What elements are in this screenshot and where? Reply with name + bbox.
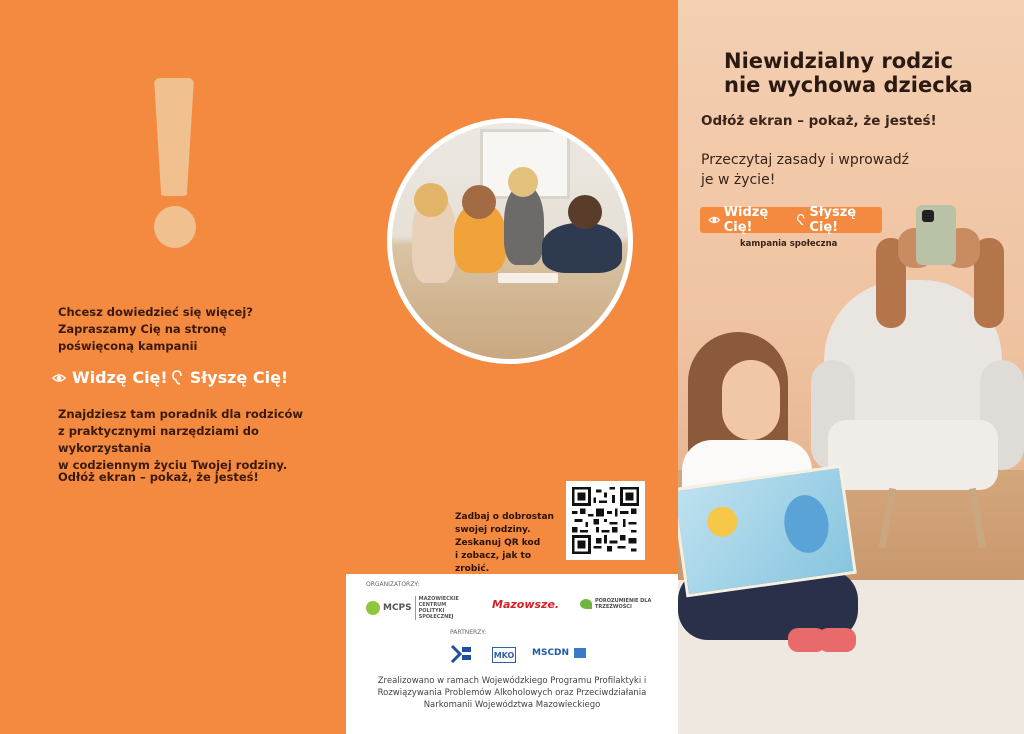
- campaign-badge: Widzę Cię! Słyszę Cię!: [700, 207, 882, 233]
- ear-icon: [172, 370, 184, 386]
- mko-logo: MKO: [492, 647, 516, 663]
- porozumienie-logo: POROZUMIENIE DLA TRZEŹWOŚCI: [580, 598, 665, 610]
- description-text: Znajdziesz tam poradnik dla rodziców z praktycznymi narzędziami do wykorzystania w codziennym życiu Twojej rodziny.: [58, 407, 303, 472]
- sponsor-logos: [346, 574, 678, 734]
- exclamation-icon: [150, 78, 200, 253]
- family-photo: [387, 118, 633, 364]
- qr-caption: Zadbaj o dobrostan swojej rodziny. Zeskanuj QR kod i zobacz, jak to zrobić.: [455, 512, 554, 574]
- campaign-brand: Widzę Cię! Słyszę Cię!: [52, 369, 288, 386]
- qr-code[interactable]: [566, 481, 645, 560]
- subheadline: Odłóż ekran – pokaż, że jesteś!: [701, 113, 937, 129]
- eye-icon: [52, 371, 66, 385]
- mcps-logo: MCPS MAZOWIECKIE CENTRUM POLITYKI SPOŁECZNEJ: [366, 596, 470, 620]
- mscdn-logo: MSCDN: [532, 648, 586, 658]
- mazowsze-logo: Mazowsze.: [492, 598, 560, 611]
- kpc-logo: [450, 644, 474, 664]
- partners-label: PARTNERZY:: [450, 629, 487, 636]
- cta-text: Odłóż ekran – pokaż, że jesteś!: [58, 470, 259, 484]
- campaign-label: kampania społeczna: [740, 239, 838, 249]
- organizers-label: ORGANIZATORZY:: [366, 581, 420, 588]
- headline: Niewidzialny rodzic nie wychowa dziecka: [724, 49, 973, 97]
- ear-icon: [797, 213, 806, 227]
- eye-icon: [708, 214, 721, 226]
- right-panel: [678, 0, 1024, 734]
- body-text: Przeczytaj zasady i wprowadź je w życie!: [701, 152, 910, 188]
- intro-text: Chcesz dowiedzieć się więcej? Zapraszamy Cię na stronę poświęconą kampanii: [58, 305, 253, 353]
- funding-note: Zrealizowano w ramach Wojewódzkiego Programu Profilaktyki i Rozwiązywania Problemów Alkoholowych oraz Przeciwdziałania Narkomanii Województwa Mazowieckiego: [377, 676, 647, 710]
